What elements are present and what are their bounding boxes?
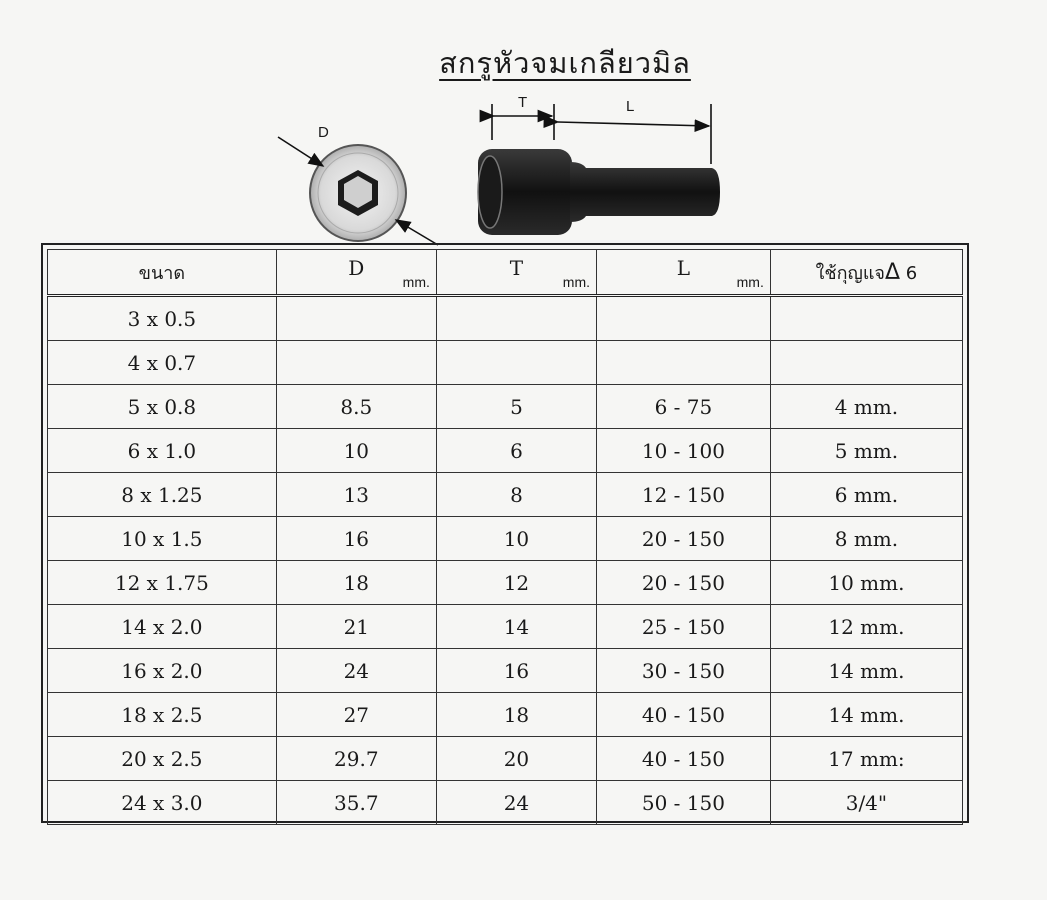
table-row [48, 296, 963, 341]
table-row [48, 737, 963, 781]
t-cell: 20 [436, 737, 596, 781]
wrench-cell: 6 mm. [770, 473, 962, 517]
table-row [48, 561, 963, 605]
header-d-unit: mm. [402, 274, 430, 290]
table-row [48, 649, 963, 693]
table-row [48, 429, 963, 473]
d-cell: 24 [276, 649, 436, 693]
spec-table [47, 249, 963, 825]
page-title: สกรูหัวจมเกลียวมิล [439, 46, 691, 80]
d-arrow-bottom [396, 220, 438, 245]
d-cell: 18 [276, 561, 436, 605]
wrench-cell: 14 mm. [770, 649, 962, 693]
d-cell: 8.5 [276, 385, 436, 429]
header-wrench-num: 6 [905, 262, 918, 284]
d-cell: 21 [276, 605, 436, 649]
spec-table-frame [41, 243, 969, 823]
size-cell: 24 x 3.0 [48, 781, 277, 825]
l-cell: 40 - 150 [597, 737, 771, 781]
header-t-unit: mm. [562, 274, 590, 290]
l-cell: 6 - 75 [597, 385, 771, 429]
header-d [276, 250, 436, 296]
table-row [48, 517, 963, 561]
d-cell: 16 [276, 517, 436, 561]
d-cell [276, 296, 436, 341]
header-wrench [770, 250, 962, 296]
t-cell: 14 [436, 605, 596, 649]
t-cell: 5 [436, 385, 596, 429]
d-cell [276, 341, 436, 385]
size-cell: 6 x 1.0 [48, 429, 277, 473]
t-cell: 18 [436, 693, 596, 737]
l-cell: 25 - 150 [597, 605, 771, 649]
t-cell [436, 341, 596, 385]
size-cell: 3 x 0.5 [48, 296, 277, 341]
header-wrench-label: ใช้กุญแจ [815, 262, 885, 284]
t-cell [436, 296, 596, 341]
l-cell: 40 - 150 [597, 693, 771, 737]
l-cell: 30 - 150 [597, 649, 771, 693]
l-dimension-line [558, 122, 709, 126]
d-arrow-top [278, 137, 323, 166]
l-cell: 20 - 150 [597, 561, 771, 605]
table-row [48, 781, 963, 825]
size-cell: 5 x 0.8 [48, 385, 277, 429]
wrench-cell: 4 mm. [770, 385, 962, 429]
l-cell: 50 - 150 [597, 781, 771, 825]
t-cell: 8 [436, 473, 596, 517]
hex-key-symbol: Δ [884, 259, 901, 285]
l-cell: 10 - 100 [597, 429, 771, 473]
bolt-illustration [0, 0, 1047, 260]
l-cell: 12 - 150 [597, 473, 771, 517]
d-cell: 13 [276, 473, 436, 517]
wrench-cell: 3/4" [770, 781, 962, 825]
wrench-cell [770, 341, 962, 385]
table-row [48, 693, 963, 737]
table-row [48, 605, 963, 649]
table-row [48, 473, 963, 517]
size-cell: 18 x 2.5 [48, 693, 277, 737]
t-cell: 10 [436, 517, 596, 561]
size-cell: 20 x 2.5 [48, 737, 277, 781]
header-l-label: L [676, 256, 691, 280]
table-row [48, 385, 963, 429]
l-cell: 20 - 150 [597, 517, 771, 561]
size-cell: 14 x 2.0 [48, 605, 277, 649]
wrench-cell: 8 mm. [770, 517, 962, 561]
size-cell: 8 x 1.25 [48, 473, 277, 517]
wrench-cell: 10 mm. [770, 561, 962, 605]
wrench-cell: 5 mm. [770, 429, 962, 473]
diagram-label-t: T [518, 94, 528, 111]
t-cell: 12 [436, 561, 596, 605]
wrench-cell [770, 296, 962, 341]
d-cell: 29.7 [276, 737, 436, 781]
header-d-label: D [348, 256, 365, 280]
l-cell [597, 296, 771, 341]
diagram-label-l: L [626, 98, 635, 115]
header-t-label: T [509, 256, 524, 280]
size-cell: 10 x 1.5 [48, 517, 277, 561]
d-cell: 10 [276, 429, 436, 473]
t-cell: 6 [436, 429, 596, 473]
size-cell: 12 x 1.75 [48, 561, 277, 605]
wrench-cell: 14 mm. [770, 693, 962, 737]
header-t [436, 250, 596, 296]
header-size-label: ขนาด [138, 262, 186, 284]
wrench-cell: 17 mm: [770, 737, 962, 781]
size-cell: 4 x 0.7 [48, 341, 277, 385]
header-l [597, 250, 771, 296]
t-cell: 24 [436, 781, 596, 825]
bolt-head-top-view [310, 145, 406, 241]
bolt-side-view [478, 149, 720, 235]
header-l-unit: mm. [736, 274, 764, 290]
size-cell: 16 x 2.0 [48, 649, 277, 693]
spec-table-body [48, 296, 963, 825]
wrench-cell: 12 mm. [770, 605, 962, 649]
header-size [48, 250, 277, 296]
diagram-label-d: D [318, 124, 329, 141]
table-row [48, 341, 963, 385]
l-cell [597, 341, 771, 385]
d-cell: 35.7 [276, 781, 436, 825]
bolt-diagram [0, 0, 1047, 260]
d-cell: 27 [276, 693, 436, 737]
t-cell: 16 [436, 649, 596, 693]
